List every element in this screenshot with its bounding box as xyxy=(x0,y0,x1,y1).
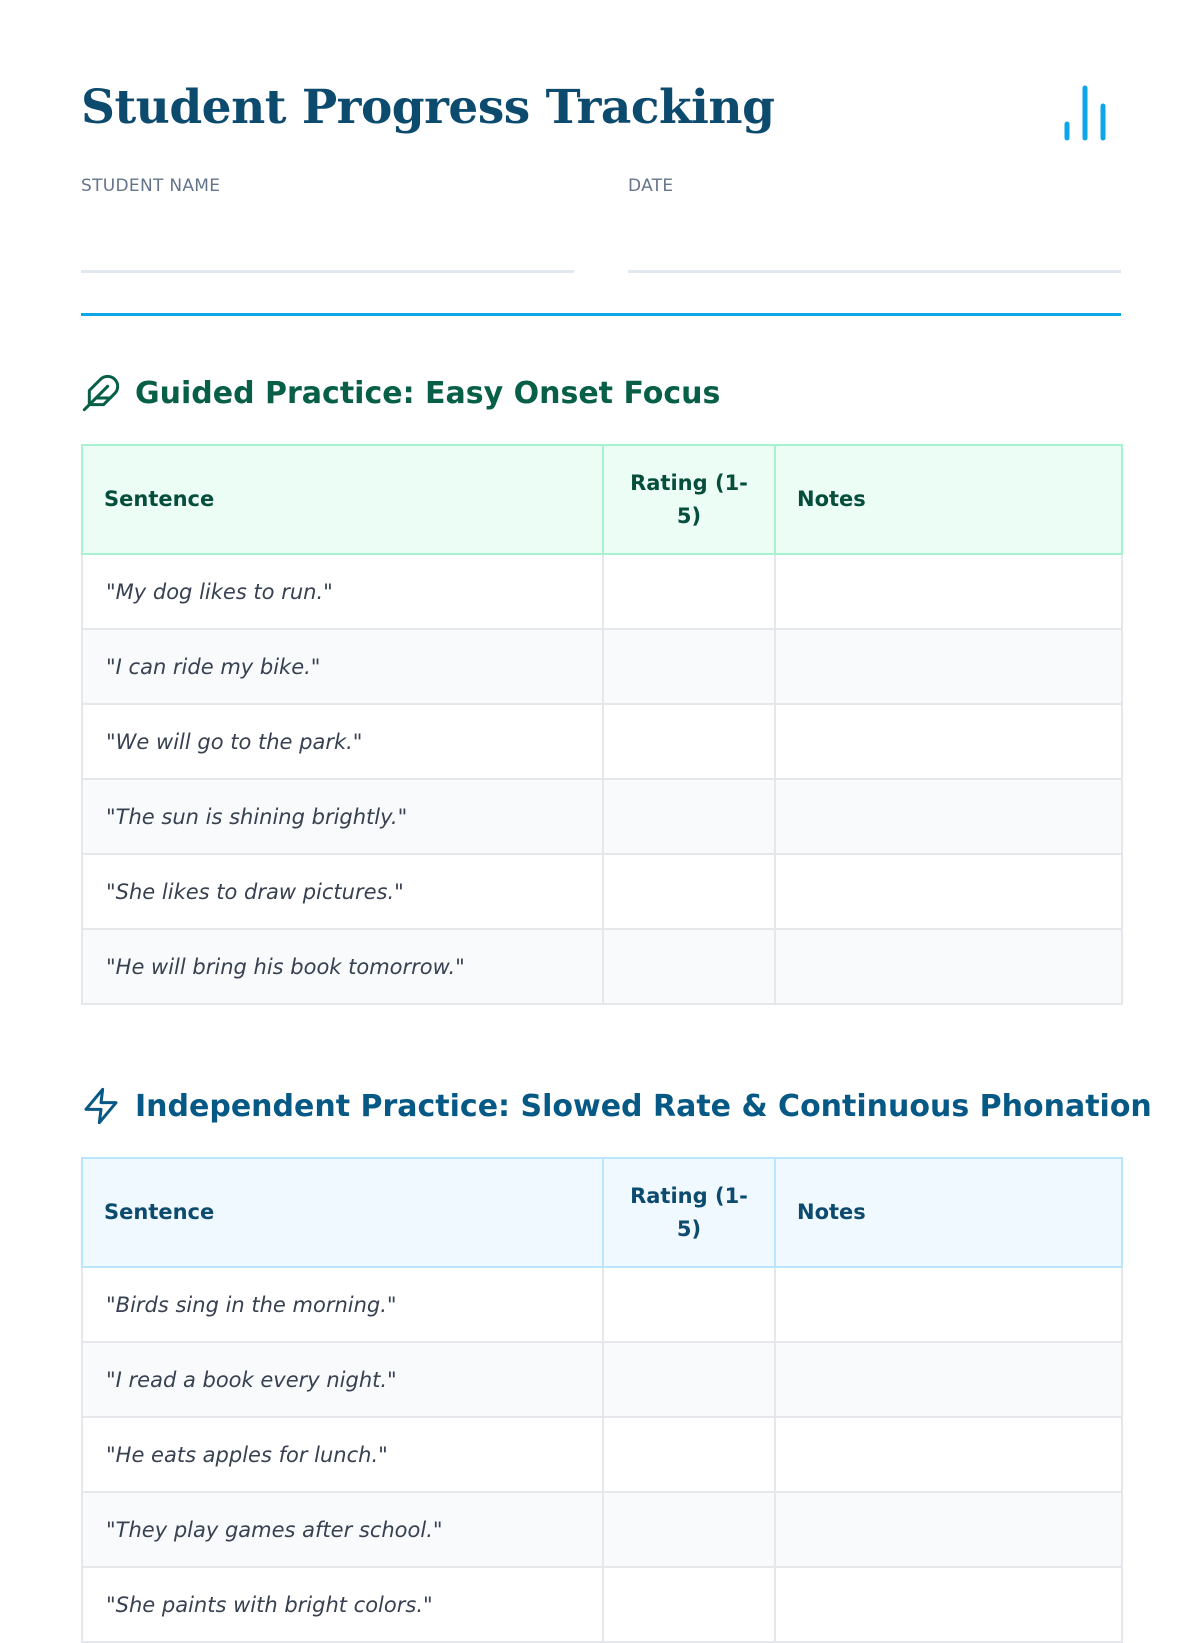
independent-practice-table xyxy=(81,1157,1123,1643)
table-row xyxy=(82,1567,1122,1642)
sentence-cell: "She likes to draw pictures." xyxy=(82,854,603,929)
table-row xyxy=(82,1492,1122,1567)
feather-icon xyxy=(81,373,121,413)
notes-cell[interactable] xyxy=(775,929,1122,1004)
notes-cell[interactable] xyxy=(775,1267,1122,1342)
sentence-cell: "Birds sing in the morning." xyxy=(82,1267,603,1342)
column-header-rating: Rating (1-5) xyxy=(603,445,775,554)
notes-cell[interactable] xyxy=(775,1567,1122,1642)
rating-cell[interactable] xyxy=(603,854,775,929)
student-info-fields xyxy=(81,176,1121,276)
notes-cell[interactable] xyxy=(775,704,1122,779)
sentence-cell: "We will go to the park." xyxy=(82,704,603,779)
column-header-notes: Notes xyxy=(775,1158,1122,1267)
lightning-icon xyxy=(81,1086,121,1126)
worksheet-page xyxy=(81,0,1152,1617)
sentence-cell: "I read a book every night." xyxy=(82,1342,603,1417)
notes-cell[interactable] xyxy=(775,1492,1122,1567)
rating-cell[interactable] xyxy=(603,704,775,779)
table-row xyxy=(82,704,1122,779)
page-header xyxy=(81,0,1121,150)
independent-practice-heading xyxy=(81,1086,1152,1126)
sentence-cell: "My dog likes to run." xyxy=(82,554,603,629)
table-header-row xyxy=(82,445,1122,554)
notes-cell[interactable] xyxy=(775,629,1122,704)
table-row xyxy=(82,1417,1122,1492)
table-row xyxy=(82,629,1122,704)
rating-cell[interactable] xyxy=(603,1417,775,1492)
independent-practice-title: Independent Practice: Slowed Rate & Continuous Phonation xyxy=(135,1088,1152,1124)
sentence-cell: "I can ride my bike." xyxy=(82,629,603,704)
notes-cell[interactable] xyxy=(775,779,1122,854)
rating-cell[interactable] xyxy=(603,929,775,1004)
guided-practice-table xyxy=(81,444,1123,1005)
rating-cell[interactable] xyxy=(603,1567,775,1642)
date-field[interactable] xyxy=(628,176,1121,196)
sentence-cell: "She paints with bright colors." xyxy=(82,1567,603,1642)
sentence-cell: "They play games after school." xyxy=(82,1492,603,1567)
sentence-cell: "He eats apples for lunch." xyxy=(82,1417,603,1492)
column-header-rating: Rating (1-5) xyxy=(603,1158,775,1267)
notes-cell[interactable] xyxy=(775,554,1122,629)
column-header-sentence: Sentence xyxy=(82,445,603,554)
bar-chart-icon xyxy=(1061,84,1111,142)
date-line[interactable] xyxy=(628,270,1121,273)
column-header-sentence: Sentence xyxy=(82,1158,603,1267)
date-label: DATE xyxy=(628,176,674,196)
guided-practice-heading xyxy=(81,373,720,413)
rating-cell[interactable] xyxy=(603,1492,775,1567)
page-title: Student Progress Tracking xyxy=(81,80,775,135)
student-name-label: STUDENT NAME xyxy=(81,176,221,196)
table-row xyxy=(82,1342,1122,1417)
column-header-notes: Notes xyxy=(775,445,1122,554)
notes-cell[interactable] xyxy=(775,854,1122,929)
rating-cell[interactable] xyxy=(603,1267,775,1342)
sentence-cell: "He will bring his book tomorrow." xyxy=(82,929,603,1004)
table-row xyxy=(82,1267,1122,1342)
table-row xyxy=(82,779,1122,854)
sentence-cell: "The sun is shining brightly." xyxy=(82,779,603,854)
table-row xyxy=(82,929,1122,1004)
table-row xyxy=(82,854,1122,929)
student-name-line[interactable] xyxy=(81,270,574,273)
rating-cell[interactable] xyxy=(603,779,775,854)
header-divider xyxy=(81,313,1121,316)
notes-cell[interactable] xyxy=(775,1342,1122,1417)
student-name-field[interactable] xyxy=(81,176,574,196)
rating-cell[interactable] xyxy=(603,629,775,704)
notes-cell[interactable] xyxy=(775,1417,1122,1492)
rating-cell[interactable] xyxy=(603,554,775,629)
table-header-row xyxy=(82,1158,1122,1267)
guided-practice-title: Guided Practice: Easy Onset Focus xyxy=(135,375,721,411)
rating-cell[interactable] xyxy=(603,1342,775,1417)
table-row xyxy=(82,554,1122,629)
